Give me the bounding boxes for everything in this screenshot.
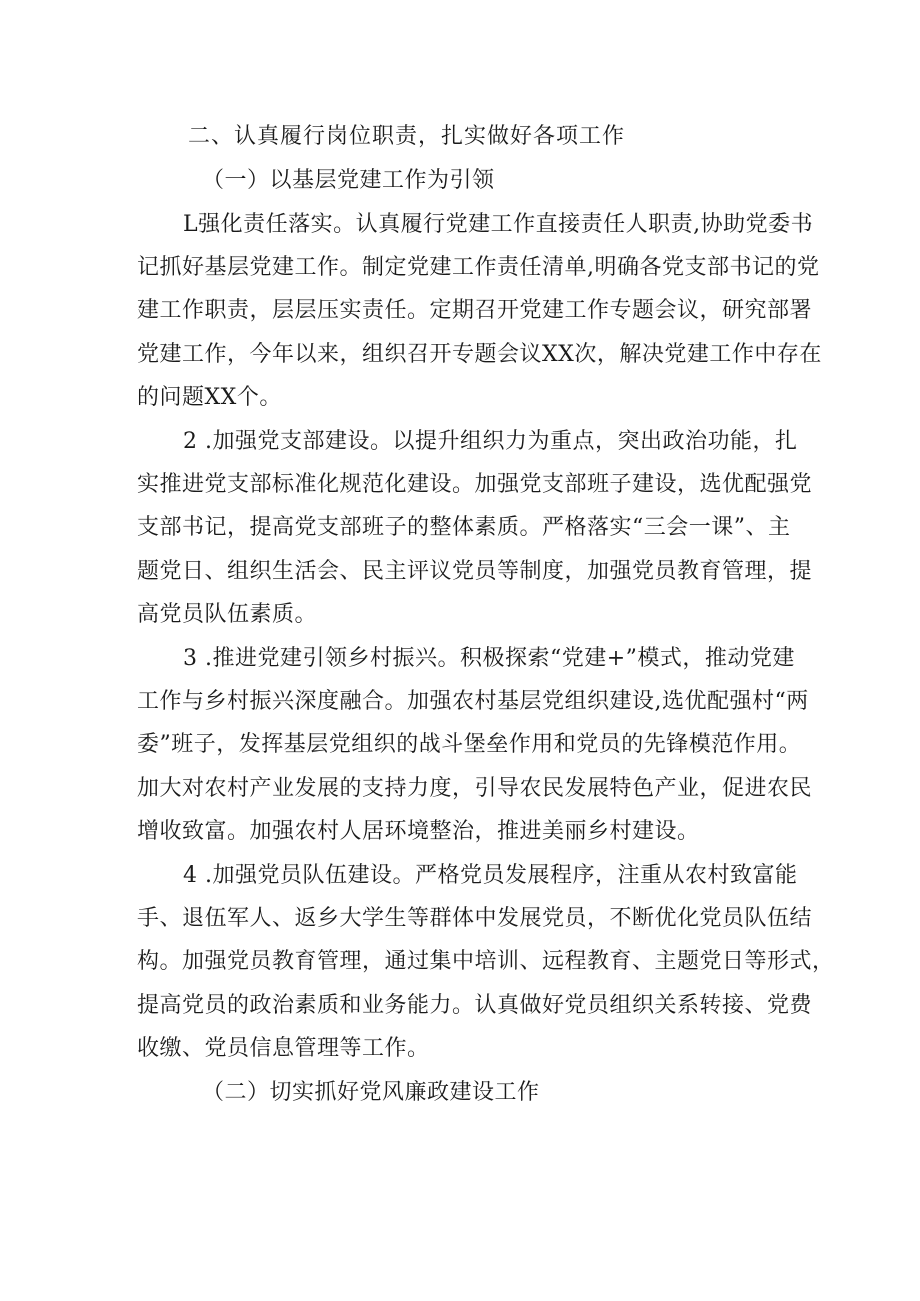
- section-heading: 二、认真履行岗位职责，扎实做好各项工作: [188, 124, 626, 149]
- paragraph-line: 的问题XX个。: [137, 385, 282, 410]
- paragraph-line: 3 .推进党建引领乡村振兴。积极探索“党建+”模式，推动党建: [183, 646, 795, 671]
- paragraph-line: 支部书记，提高党支部班子的整体素质。严格落实“三会一课”、主: [137, 515, 791, 540]
- paragraph-line: 建工作职责，层层压实责任。定期召开党建工作专题会议，研究部署: [137, 298, 813, 323]
- paragraph-line: 4 .加强党员队伍建设。严格党员发展程序，注重从农村致富能: [183, 863, 798, 888]
- paragraph-line: 加大对农村产业发展的支持力度，引导农民发展特色产业，促进农民: [137, 776, 813, 801]
- paragraph-line: 手、退伍军人、返乡大学生等群体中发展党员，不断优化党员队伍结: [137, 906, 813, 931]
- paragraph-line: 实推进党支部标准化规范化建设。加强党支部班子建设，选优配强党: [137, 472, 813, 497]
- paragraph-line: 高党员队伍素质。: [137, 602, 318, 627]
- paragraph-line: 工作与乡村振兴深度融合。加强农村基层党组织建设,选优配强村“两: [137, 689, 809, 714]
- subsection-2-title: （二）切实抓好党风廉政建设工作: [202, 1080, 540, 1105]
- paragraph-line: 记抓好基层党建工作。制定党建工作责任清单,明确各党支部书记的党: [137, 255, 820, 280]
- paragraph-line: 委”班子，发挥基层党组织的战斗堡垒作用和党员的先锋模范作用。: [137, 732, 802, 757]
- paragraph-line: 党建工作，今年以来，组织召开专题会议XX次，解决党建工作中存在: [137, 342, 822, 367]
- paragraph-line: 构。加强党员教育管理，通过集中培训、远程教育、主题党日等形式，: [137, 949, 835, 974]
- paragraph-line: 收缴、党员信息管理等工作。: [137, 1036, 430, 1061]
- paragraph-line: 2 .加强党支部建设。以提升组织力为重点，突出政治功能，扎: [183, 429, 798, 454]
- paragraph-line: 提高党员的政治素质和业务能力。认真做好党员组织关系转接、党费: [137, 993, 813, 1018]
- paragraph-line: 增收致富。加强农村人居环境整治，推进美丽乡村建设。: [137, 819, 700, 844]
- paragraph-line: L强化责任落实。认真履行党建工作直接责任人职责,协助党委书: [183, 212, 814, 237]
- subsection-1-title: （一）以基层党建工作为引领: [202, 168, 495, 193]
- paragraph-line: 题党日、组织生活会、民主评议党员等制度，加强党员教育管理，提: [137, 559, 813, 584]
